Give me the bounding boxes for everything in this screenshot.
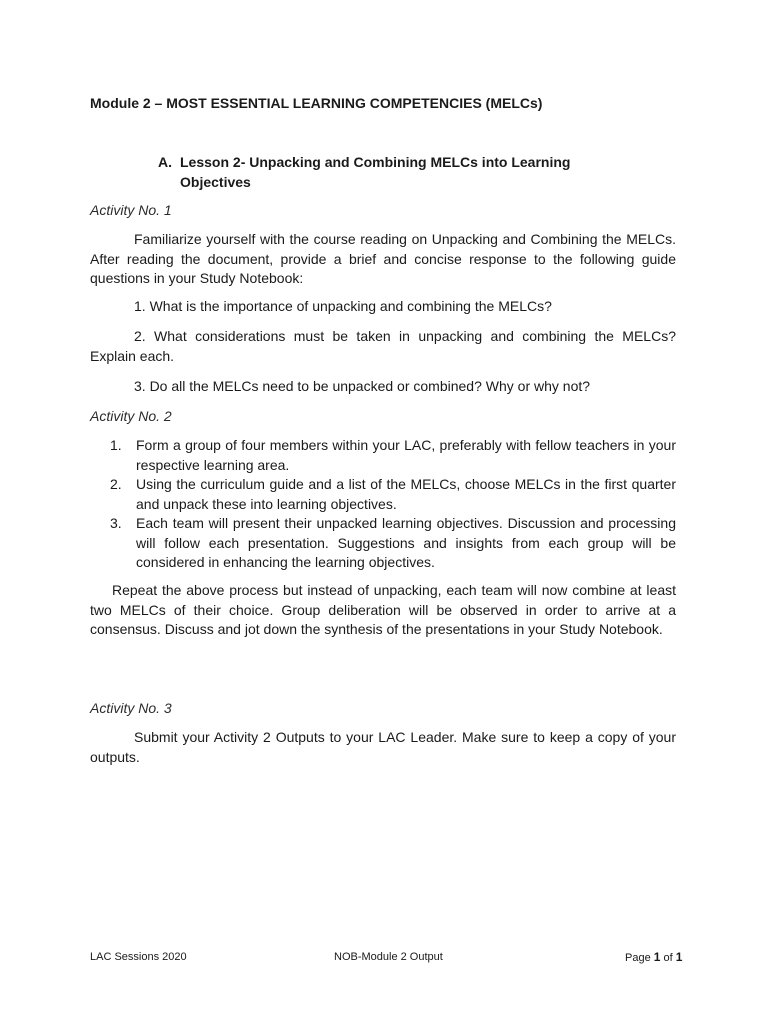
page-number	[625, 950, 682, 965]
list-item	[110, 436, 676, 475]
page-title: Module 2 – MOST ESSENTIAL LEARNING COMPETENCIES (MELCs)	[90, 95, 543, 111]
question-1: 1. What is the importance of unpacking and combining the MELCs?	[134, 298, 552, 314]
list-item-text: Each team will present their unpacked learning objectives. Discussion and processing will follow each presentation. Suggestions and insights from each group will be considered in enhancing the learning objectives.	[136, 515, 676, 570]
footer-left: LAC Sessions 2020	[90, 951, 187, 963]
list-item-number: 1.	[110, 437, 122, 453]
list-item	[110, 514, 676, 573]
page-total: 1	[675, 950, 683, 964]
page-of: of	[663, 952, 673, 964]
activity-2-steps	[110, 436, 676, 573]
lesson-marker: A.	[158, 154, 172, 170]
list-item-text: Form a group of four members within your LAC, preferably with fellow teachers in your respective learning area.	[136, 437, 676, 473]
list-item	[110, 475, 676, 514]
page-word: Page	[625, 952, 651, 964]
question-3: 3. Do all the MELCs need to be unpacked or combined? Why or why not?	[134, 378, 591, 394]
activity-3-text: Submit your Activity 2 Outputs to your LAC Leader. Make sure to keep a copy of your outputs.	[90, 729, 676, 765]
list-item-text: Using the curriculum guide and a list of the MELCs, choose MELCs in the first quarter and unpack these into learning objectives.	[136, 476, 676, 512]
footer-center: NOB-Module 2 Output	[334, 951, 443, 963]
lesson-heading	[158, 152, 628, 192]
activity-1-label: Activity No. 1	[90, 202, 172, 218]
activity-1-intro: Familiarize yourself with the course reading on Unpacking and Combining the MELCs. After reading the document, provide a brief and concise response to the following guide questions in your Study Notebook:	[90, 231, 676, 286]
lesson-title: Lesson 2- Unpacking and Combining MELCs into Learning Objectives	[180, 154, 571, 190]
page-current: 1	[653, 950, 661, 964]
list-item-number: 2.	[110, 476, 122, 492]
activity-2-closing: Repeat the above process but instead of unpacking, each team will now combine at least two MELCs of their choice. Group deliberation will be observed in order to arrive at a consensus. Discuss and jot down the synthesis of the presentations in your Study Notebook.	[90, 582, 676, 637]
question-2: 2. What considerations must be taken in unpacking and combining the MELCs? Explain each.	[90, 328, 676, 364]
activity-2-label: Activity No. 2	[90, 408, 172, 424]
list-item-number: 3.	[110, 515, 122, 531]
activity-3-label: Activity No. 3	[90, 700, 172, 716]
